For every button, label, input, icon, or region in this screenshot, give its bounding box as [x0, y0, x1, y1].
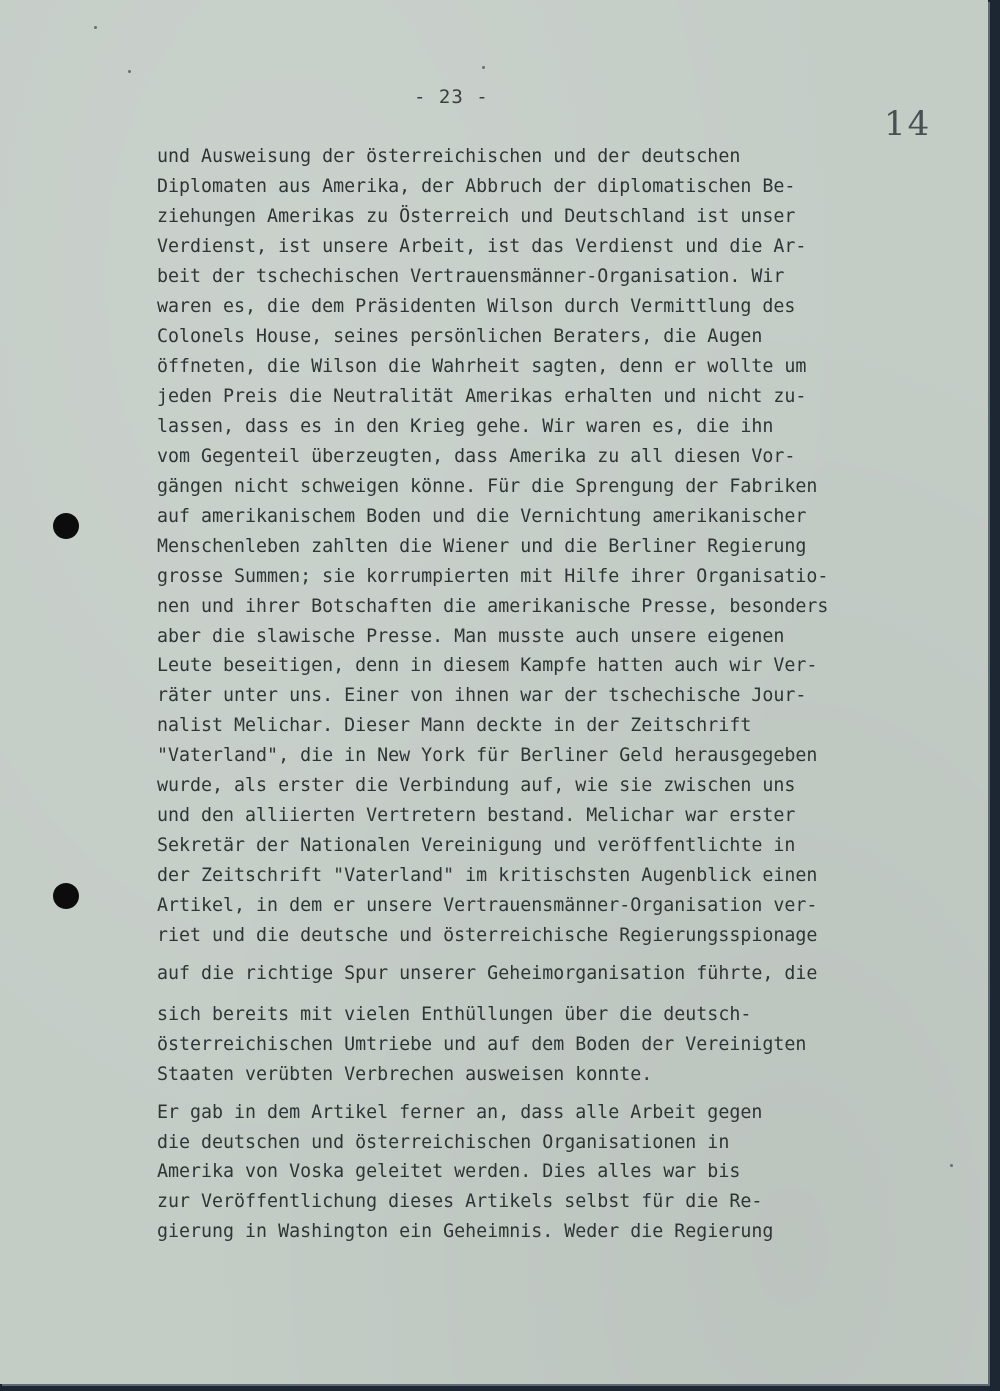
text-line: jeden Preis die Neutralität Amerikas erhalten und nicht zu-	[157, 386, 807, 407]
text-line: österreichischen Umtriebe und auf dem Boden der Vereinigten	[157, 1034, 807, 1055]
paper-speck	[128, 70, 131, 73]
text-line: nen und ihrer Botschaften die amerikanische Presse, besonders	[157, 596, 829, 617]
text-line: und den alliierten Vertretern bestand. Melichar war erster	[157, 805, 796, 826]
text-line: Colonels House, seines persönlichen Beraters, die Augen	[157, 326, 763, 347]
paper-speck	[94, 26, 97, 29]
text-line: sich bereits mit vielen Enthüllungen über die deutsch-	[157, 1004, 752, 1025]
text-line: riet und die deutsche und österreichische Regierungsspionage	[157, 925, 818, 946]
text-line: Amerika von Voska geleitet werden. Dies alles war bis	[157, 1161, 741, 1182]
text-line: ziehungen Amerikas zu Österreich und Deutschland ist unser	[157, 206, 796, 227]
text-line: lassen, dass es in den Krieg gehe. Wir waren es, die ihn	[157, 416, 774, 437]
text-line: der Zeitschrift "Vaterland" im kritischsten Augenblick einen	[157, 865, 818, 886]
paper-speck	[482, 66, 485, 69]
text-line: Sekretär der Nationalen Vereinigung und veröffentlichte in	[157, 835, 796, 856]
text-line: Diplomaten aus Amerika, der Abbruch der diplomatischen Be-	[157, 176, 796, 197]
paper-speck	[950, 1164, 953, 1167]
text-line: räter unter uns. Einer von ihnen war der tschechische Jour-	[157, 685, 807, 706]
text-line: gierung in Washington ein Geheimnis. Weder die Regierung	[157, 1221, 774, 1242]
text-line: wurde, als erster die Verbindung auf, wie sie zwischen uns	[157, 775, 796, 796]
text-line: Er gab in dem Artikel ferner an, dass alle Arbeit gegen	[157, 1102, 763, 1123]
text-line: gängen nicht schweigen könne. Für die Sprengung der Fabriken	[157, 476, 818, 497]
text-line: auf die richtige Spur unserer Geheimorganisation führte, die	[157, 963, 818, 984]
text-line: auf amerikanischem Boden und die Vernichtung amerikanischer	[157, 506, 807, 527]
text-line: Artikel, in dem er unsere Vertrauensmänner-Organisation ver-	[157, 895, 818, 916]
text-line: grosse Summen; sie korrumpierten mit Hilfe ihrer Organisatio-	[157, 566, 829, 587]
text-line: und Ausweisung der österreichischen und der deutschen	[157, 146, 741, 167]
text-line: nalist Melichar. Dieser Mann deckte in der Zeitschrift	[157, 715, 752, 736]
folio-number: 14	[884, 104, 932, 144]
punch-hole	[53, 883, 79, 909]
text-line: "Vaterland", die in New York für Berliner Geld herausgegeben	[157, 745, 818, 766]
text-line: beit der tschechischen Vertrauensmänner-Organisation. Wir	[157, 266, 785, 287]
text-line: öffneten, die Wilson die Wahrheit sagten, denn er wollte um	[157, 356, 807, 377]
text-line: vom Gegenteil überzeugten, dass Amerika zu all diesen Vor-	[157, 446, 796, 467]
text-line: aber die slawische Presse. Man musste auch unsere eigenen	[157, 626, 785, 647]
text-line: die deutschen und österreichischen Organisationen in	[157, 1132, 730, 1153]
text-line: Leute beseitigen, denn in diesem Kampfe hatten auch wir Ver-	[157, 655, 818, 676]
text-line: Staaten verübten Verbrechen ausweisen konnte.	[157, 1064, 653, 1085]
page-number: - 23 -	[414, 86, 489, 108]
text-line: Verdienst, ist unsere Arbeit, ist das Verdienst und die Ar-	[157, 236, 807, 257]
punch-hole	[53, 513, 79, 539]
text-line: waren es, die dem Präsidenten Wilson durch Vermittlung des	[157, 296, 796, 317]
text-line: Menschenleben zahlten die Wiener und die Berliner Regierung	[157, 536, 807, 557]
text-line: zur Veröffentlichung dieses Artikels selbst für die Re-	[157, 1191, 763, 1212]
